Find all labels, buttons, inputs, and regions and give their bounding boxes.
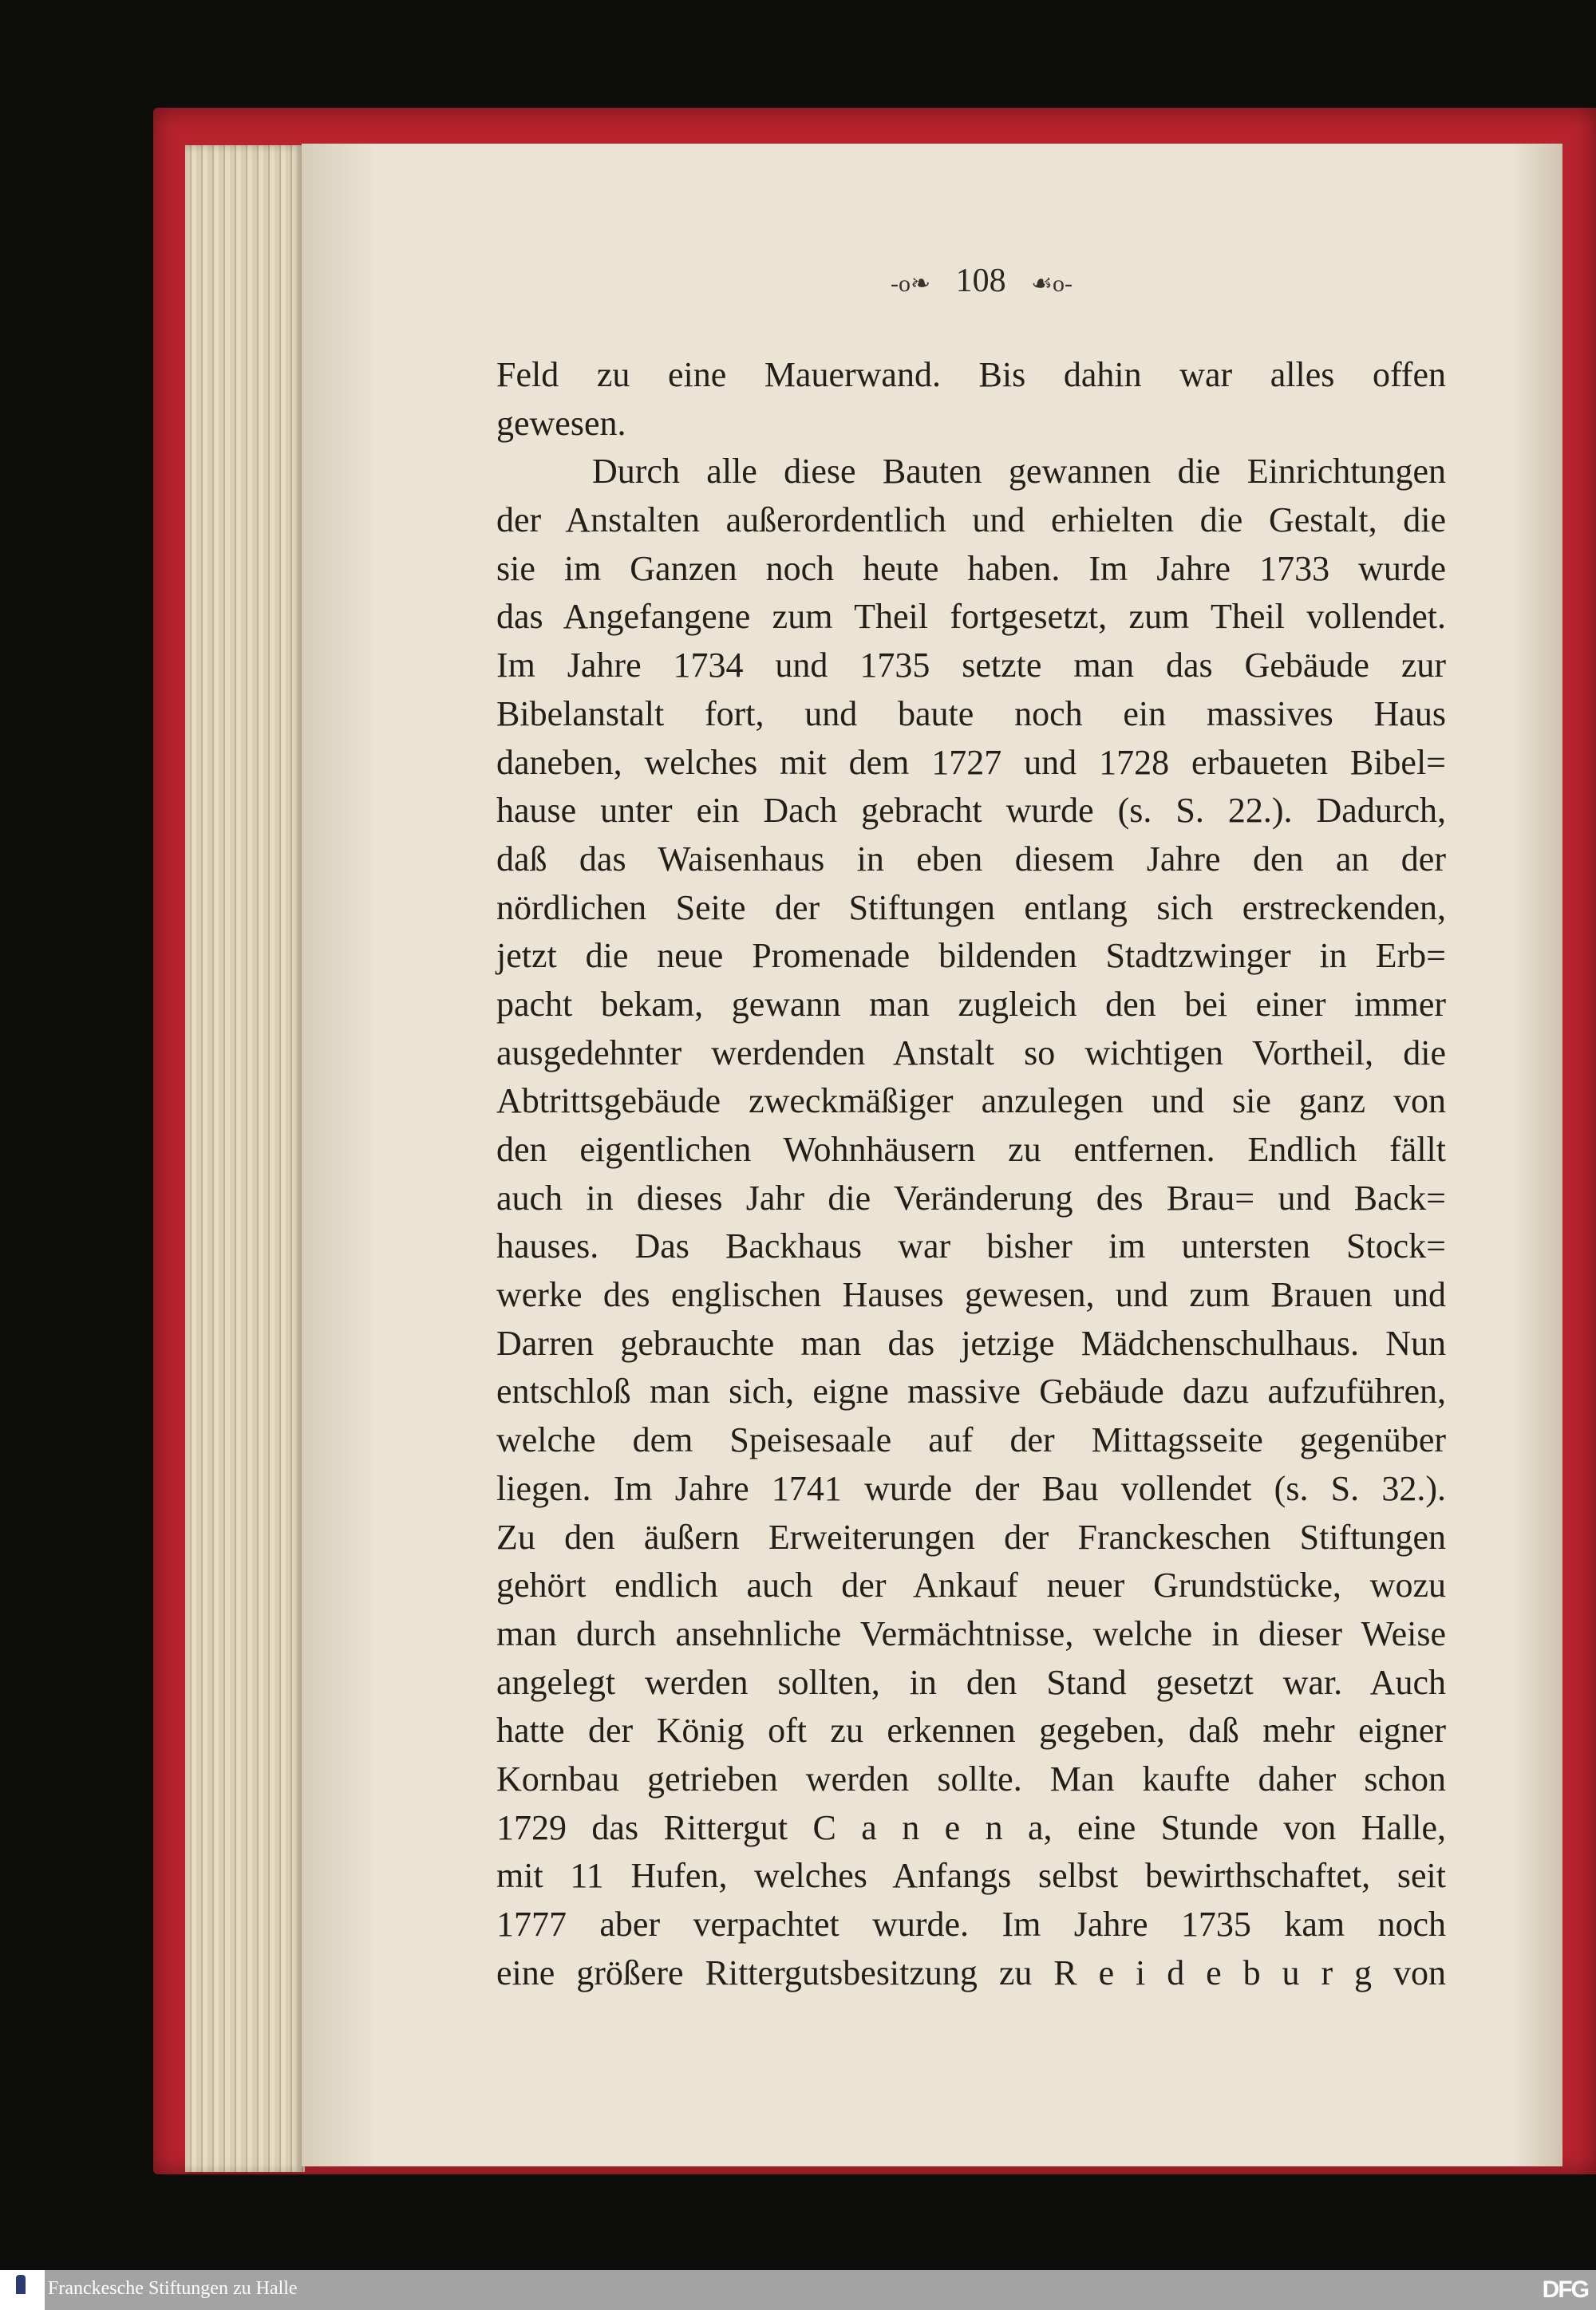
institution-name[interactable]: Franckesche Stiftungen zu Halle bbox=[48, 2278, 298, 2299]
page-edges bbox=[185, 145, 305, 2172]
page-header bbox=[830, 262, 1133, 300]
text-line: angelegt werden sollten, in den Stand gesetzt war. Auch bbox=[496, 1662, 1446, 1702]
text-line: gewesen. bbox=[496, 403, 626, 443]
right-ornament-icon: ☙o- bbox=[1031, 270, 1073, 297]
dfg-logo: DFG bbox=[1542, 2276, 1588, 2303]
text-line: Kornbau getrieben werden sollte. Man kaufte daher schon bbox=[496, 1759, 1446, 1799]
text-line: den eigentlichen Wohnhäusern zu entfernen. Endlich fällt bbox=[496, 1130, 1446, 1169]
page-number: 108 bbox=[955, 263, 1006, 299]
text-line: mit 11 Hufen, welches Anfangs selbst bewirthschaftet, seit bbox=[496, 1856, 1446, 1896]
text-line: ausgedehnter werdenden Anstalt so wichtigen Vortheil, die bbox=[496, 1033, 1446, 1072]
text-line: Durch alle diese Bauten gewannen die Einrichtungen bbox=[592, 452, 1446, 492]
institution-logo-icon bbox=[0, 2270, 45, 2310]
text-line: werke des englischen Hauses gewesen, und zum Brauen und bbox=[496, 1275, 1446, 1315]
text-line: eine größere Rittergutsbesitzung zu R e i d e b u r g von bbox=[496, 1953, 1446, 1992]
text-line: sie im Ganzen noch heute haben. Im Jahre 1733 wurde bbox=[496, 548, 1446, 588]
text-line: Feld zu eine Mauerwand. Bis dahin war alles offen bbox=[496, 355, 1446, 394]
body-text bbox=[496, 351, 1446, 1997]
text-line: daß das Waisenhaus in eben diesem Jahre den an der bbox=[496, 839, 1446, 879]
text-line: Im Jahre 1734 und 1735 setzte man das Gebäude zur bbox=[496, 646, 1446, 685]
text-line: welche dem Speisesaale auf der Mittagsseite gegenüber bbox=[496, 1420, 1446, 1460]
text-line: der Anstalten außerordentlich und erhielten die Gestalt, die bbox=[496, 500, 1446, 540]
text-line: liegen. Im Jahre 1741 wurde der Bau vollendet (s. S. 32.). bbox=[496, 1468, 1446, 1508]
text-line: 1729 das Rittergut C a n e n a, eine Stunde von Halle, bbox=[496, 1807, 1446, 1847]
text-line: man durch ansehnliche Vermächtnisse, welche in dieser Weise bbox=[496, 1613, 1446, 1653]
text-line: Bibelanstalt fort, und baute noch ein massives Haus bbox=[496, 693, 1446, 733]
left-ornament-icon: -o❧ bbox=[890, 270, 931, 297]
text-line: nördlichen Seite der Stiftungen entlang sich erstreckenden, bbox=[496, 887, 1446, 927]
text-line: hause unter ein Dach gebracht wurde (s. S. 22.). Dadurch, bbox=[496, 791, 1446, 831]
text-line: hauses. Das Backhaus war bisher im untersten Stock= bbox=[496, 1226, 1446, 1266]
text-line: jetzt die neue Promenade bildenden Stadtzwinger in Erb= bbox=[496, 936, 1446, 976]
text-line: das Angefangene zum Theil fortgesetzt, zum Theil vollendet. bbox=[496, 597, 1446, 637]
text-line: entschloß man sich, eigne massive Gebäude dazu aufzuführen, bbox=[496, 1372, 1446, 1412]
text-line: Abtrittsgebäude zweckmäßiger anzulegen und sie ganz von bbox=[496, 1081, 1446, 1121]
text-line: gehört endlich auch der Ankauf neuer Grundstücke, wozu bbox=[496, 1566, 1446, 1605]
text-line: 1777 aber verpachtet wurde. Im Jahre 1735 kam noch bbox=[496, 1905, 1446, 1944]
text-line: hatte der König oft zu erkennen gegeben, daß mehr eigner bbox=[496, 1711, 1446, 1751]
text-line: daneben, welches mit dem 1727 und 1728 erbaueten Bibel= bbox=[496, 742, 1446, 782]
text-line: Darren gebrauchte man das jetzige Mädchenschulhaus. Nun bbox=[496, 1323, 1446, 1363]
text-line: Zu den äußern Erweiterungen der Franckeschen Stiftungen bbox=[496, 1517, 1446, 1557]
text-line: pacht bekam, gewann man zugleich den bei einer immer bbox=[496, 984, 1446, 1024]
text-line: auch in dieses Jahr die Veränderung des Brau= und Back= bbox=[496, 1178, 1446, 1218]
viewer-footer bbox=[0, 2270, 1596, 2310]
